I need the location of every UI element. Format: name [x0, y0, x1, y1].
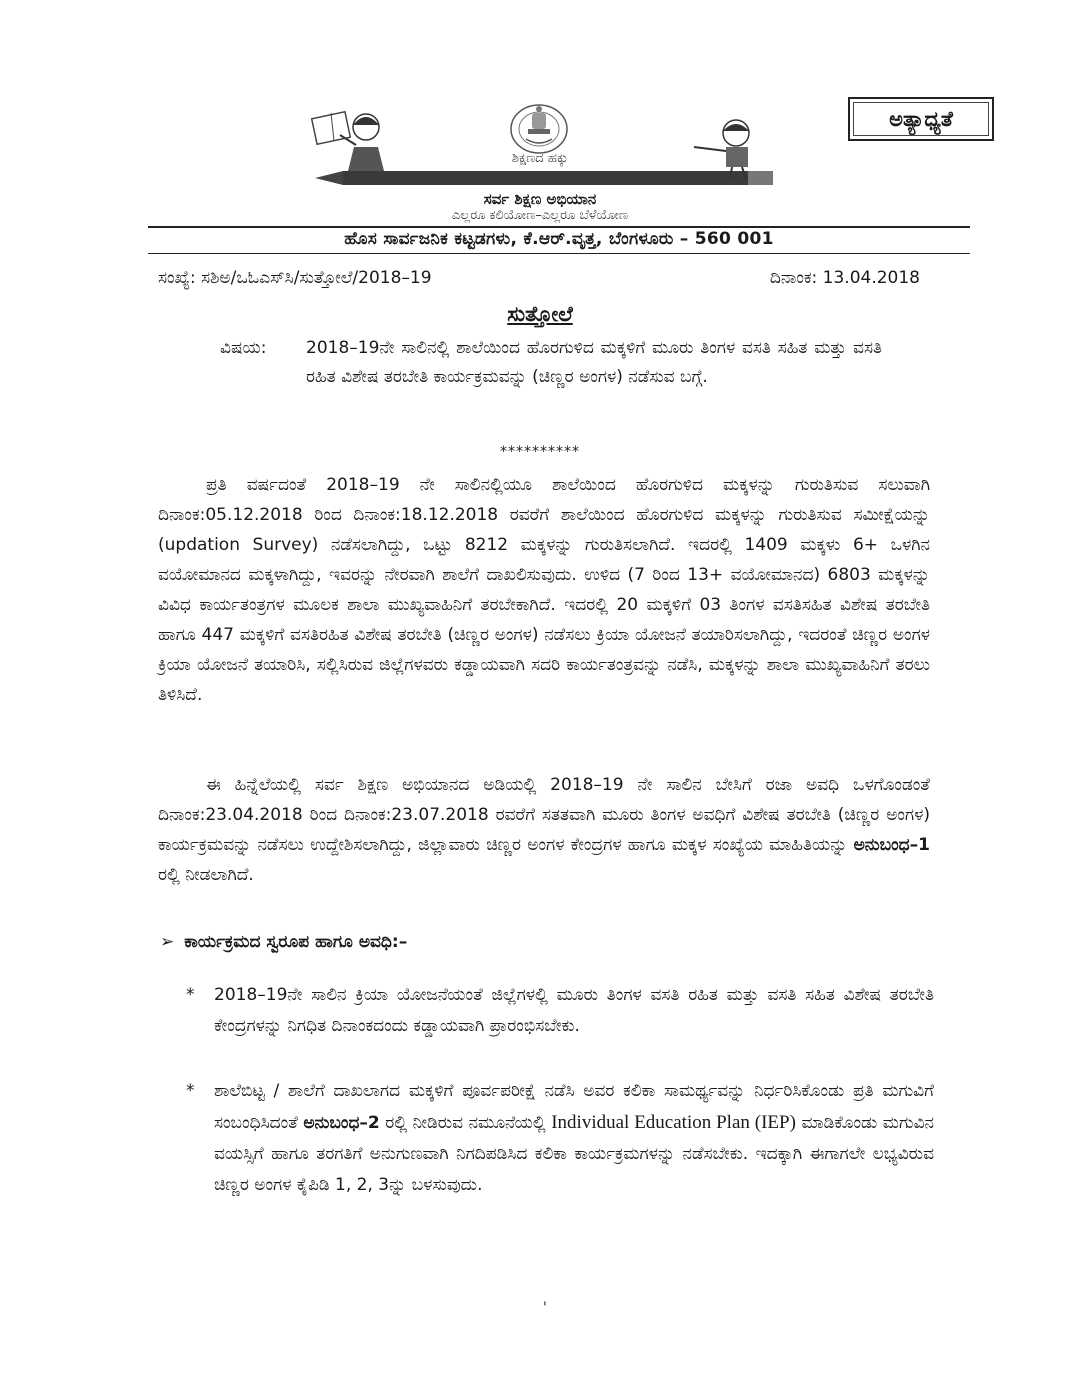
list-item-text: 2018–19ನೇ ಸಾಲಿನ ಕ್ರಿಯಾ ಯೋಜನೆಯಂತೆ ಜಿಲ್ಲೆಗಳಲ್ಲಿ ಮೂರು ತಿಂಗಳ ವಸತಿ ರಹಿತ ಮತ್ತು ವಸತಿ ಸಹಿತ ವಿಶೇಷ ತರಬೇತಿ ಕೇಂದ್ರಗಳನ್ನು ನಿಗಧಿತ ದಿನಾಂಕದಂದು ಕಡ್ಡಾಯವಾಗಿ ಪ್ರಾರಂಭಿಸಬೇಕು. — [214, 985, 934, 1036]
arrow-bullet-icon: ➢ — [160, 932, 175, 952]
header-divider-bottom — [148, 253, 970, 254]
document-title: ಸುತ್ತೋಲೆ — [507, 302, 573, 326]
boy-pointing-icon — [690, 117, 774, 179]
reference-date: ದಿನಾಂಕ: 13.04.2018 — [769, 268, 920, 288]
page-mark: ' — [543, 1300, 547, 1316]
organisation-name: ಸರ್ವ ಶಿಕ್ಷಣ ಅಭಿಯಾನ — [483, 190, 597, 208]
subject-label: ವಿಷಯ: — [220, 338, 267, 358]
section-heading-text: ಕಾರ್ಯಕ್ರಮದ ಸ್ವರೂಪ ಹಾಗೂ ಅವಧಿ:– — [184, 932, 408, 952]
annexure-2-ref: ಅನುಬಂಧ–2 — [303, 1113, 380, 1133]
list-item-text-start: ಶಾಲೆಬಿಟ್ಟ / ಶಾಲೆಗೆ ದಾಖಲಾಗದ ಮಕ್ಕಳಿಗೆ ಪೂರ್ವಪರೀಕ್ಷೆ ನಡೆಸಿ ಅವರ ಕಲಿಕಾ ಸಾಮರ್ಥ್ಯವನ್ನು ನಿರ್ಧರಿಸಿಕೊಂಡು ಪ್ರತಿ ಮಗುವಿಗೆ ಸಂಬಂಧಿಸಿದಂತೆ — [214, 1081, 934, 1133]
list-item-text — [214, 1076, 934, 1201]
asterisk-bullet-icon: * — [186, 985, 195, 1005]
priority-stamp — [848, 97, 994, 141]
paragraph-survey: ಪ್ರತಿ ವರ್ಷದಂತೆ 2018–19 ನೇ ಸಾಲಿನಲ್ಲಿಯೂ ಶಾಲೆಯಿಂದ ಹೊರಗುಳಿದ ಮಕ್ಕಳನ್ನು ಗುರುತಿಸುವ ಸಲುವಾಗಿ ದಿನಾಂಕ:05.12.2018 ರಿಂದ ದಿನಾಂಕ:18.12.2018 ರವರೆಗೆ ಶಾಲೆಯಿಂದ ಹೊರಗುಳಿದ ಮಕ್ಕಳನ್ನು ಗುರುತಿಸುವ ಸಮೀಕ್ಷೆಯನ್ನು (updation Survey) ನಡೆಸಲಾಗಿದ್ದು, ಒಟ್ಟು 8212 ಮಕ್ಕಳನ್ನು ಗುರುತಿಸಲಾಗಿದೆ. ಇದರಲ್ಲಿ 1409 ಮಕ್ಕಳು 6+ ಒಳಗಿನ ವಯೋಮಾನದ ಮಕ್ಕಳಾಗಿದ್ದು, ಇವರನ್ನು ನೇರವಾಗಿ ಶಾಲೆಗೆ ದಾಖಲಿಸುವುದು. ಉಳಿದ (7 ರಿಂದ 13+ ವಯೋಮಾನದ) 6803 ಮಕ್ಕಳನ್ನು ವಿವಿಧ ಕಾರ್ಯತಂತ್ರಗಳ ಮೂಲಕ ಶಾಲಾ ಮುಖ್ಯವಾಹಿನಿಗೆ ತರಬೇಕಾಗಿದೆ. ಇದರಲ್ಲಿ 20 ಮಕ್ಕಳಿಗೆ 03 ತಿಂಗಳ ವಸತಿಸಹಿತ ವಿಶೇಷ ತರಬೇತಿ ಹಾಗೂ 447 ಮಕ್ಕಳಿಗೆ ವಸತಿರಹಿತ ವಿಶೇಷ ತರಬೇತಿ (ಚಿಣ್ಣರ ಅಂಗಳ) ನಡೆಸಲು ಕ್ರಿಯಾ ಯೋಜನೆ ತಯಾರಿಸಲಾಗಿದ್ದು, ಇದರಂತೆ ಚಿಣ್ಣರ ಅಂಗಳ ಕ್ರಿಯಾ ಯೋಜನೆ ತಯಾರಿಸಿ, ಸಲ್ಲಿಸಿರುವ ಜಿಲ್ಲೆಗಳವರು ಕಡ್ಡಾಯವಾಗಿ ಸದರಿ ಕಾರ್ಯತಂತ್ರವನ್ನು ನಡೆಸಿ, ಮಕ್ಕಳನ್ನು ಶಾಲಾ ಮುಖ್ಯವಾಹಿನಿಗೆ ತರಲು ತಿಳಿಸಿದೆ. — [158, 475, 930, 705]
office-address: ಹೊಸ ಸಾರ್ವಜನಿಕ ಕಟ್ಟಡಗಳು, ಕೆ.ಆರ್.ವೃತ್ತ, ಬೆಂಗಳೂರು – 560 001 — [344, 229, 774, 249]
list-item — [186, 980, 934, 1042]
annexure-1-ref: ಅನುಬಂಧ–1 — [853, 835, 930, 855]
section-heading — [160, 932, 407, 952]
paragraph-programme — [158, 770, 930, 890]
separator: ********** — [500, 444, 580, 460]
paragraph-programme-end: ರಲ್ಲಿ ನೀಡಲಾಗಿದೆ. — [158, 865, 254, 885]
reference-number: ಸಂಖ್ಯೆ: ಸಶಿಅ/ಒಓಎಸ್‌ಸಿ/ಸುತ್ತೋಲೆ/2018–19 — [158, 268, 432, 288]
subject-text: 2018–19ನೇ ಸಾಲಿನಲ್ಲಿ ಶಾಲೆಯಿಂದ ಹೊರಗುಳಿದ ಮಕ್ಕಳಿಗೆ ಮೂರು ತಿಂಗಳ ವಸತಿ ಸಹಿತ ಮತ್ತು ವಸತಿ ರಹಿತ ವಿಶೇಷ ತರಬೇತಿ ಕಾರ್ಯಕ್ರಮವನ್ನು (ಚಿಣ್ಣರ ಅಂಗಳ) ನಡೆಸುವ ಬಗ್ಗೆ. — [306, 338, 882, 387]
list-item — [186, 1076, 934, 1201]
organisation-motto: ಎಲ್ಲರೂ ಕಲಿಯೋಣ–ಎಲ್ಲರೂ ಬೆಳೆಯೋಣ — [451, 208, 629, 223]
header-tagline: ಶಿಕ್ಷಣದ ಹಕ್ಕು — [511, 151, 569, 166]
header-divider-top — [148, 226, 970, 228]
girl-reading-icon — [310, 107, 400, 177]
header-logo — [300, 95, 780, 195]
paragraph-programme-text: ಈ ಹಿನ್ನೆಲೆಯಲ್ಲಿ ಸರ್ವ ಶಿಕ್ಷಣ ಅಭಿಯಾನದ ಅಡಿಯಲ್ಲಿ 2018–19 ನೇ ಸಾಲಿನ ಬೇಸಿಗೆ ರಜಾ ಅವಧಿ ಒಳಗೊಂಡಂತೆ ದಿನಾಂಕ:23.04.2018 ರಿಂದ ದಿನಾಂಕ:23.07.2018 ರವರೆಗೆ ಸತತವಾಗಿ ಮೂರು ತಿಂಗಳ ಅವಧಿಗೆ ವಿಶೇಷ ತರಬೇತಿ (ಚಿಣ್ಣರ ಅಂಗಳ) ಕಾರ್ಯಕ್ರಮವನ್ನು ನಡೆಸಲು ಉದ್ದೇಶಿಸಲಾಗಿದ್ದು, ಜಿಲ್ಲಾವಾರು ಚಿಣ್ಣರ ಅಂಗಳ ಕೇಂದ್ರಗಳ ಹಾಗೂ ಮಕ್ಕಳ ಸಂಖ್ಯೆಯ ಮಾಹಿತಿಯನ್ನು — [158, 775, 930, 855]
list-item-text-mid: ರಲ್ಲಿ ನೀಡಿರುವ ನಮೂನೆಯಲ್ಲಿ — [385, 1113, 546, 1133]
asterisk-bullet-icon: * — [186, 1081, 195, 1101]
list-item-text-end: ಮಾಡಿಕೊಂಡು ಮಗುವಿನ ವಯಸ್ಸಿಗೆ ಹಾಗೂ ತರಗತಿಗೆ ಅನುಗುಣವಾಗಿ ನಿಗದಿಪಡಿಸಿದ ಕಲಿಕಾ ಕಾರ್ಯಕ್ರಮಗಳನ್ನು ನಡೆಸಬೇಕು. ಇದಕ್ಕಾಗಿ ಈಗಾಗಲೇ ಲಭ್ಯವಿರುವ ಚಿಣ್ಣರ ಅಂಗಳ ಕೈಪಿಡಿ 1, 2, 3ನ್ನು ಬಳಸುವುದು. — [214, 1113, 934, 1195]
state-emblem-icon — [506, 99, 572, 155]
iep-term: Individual Education Plan (IEP) — [551, 1112, 796, 1133]
priority-label: ಅತ್ಯಾಧ್ಯತೆ — [889, 106, 953, 131]
